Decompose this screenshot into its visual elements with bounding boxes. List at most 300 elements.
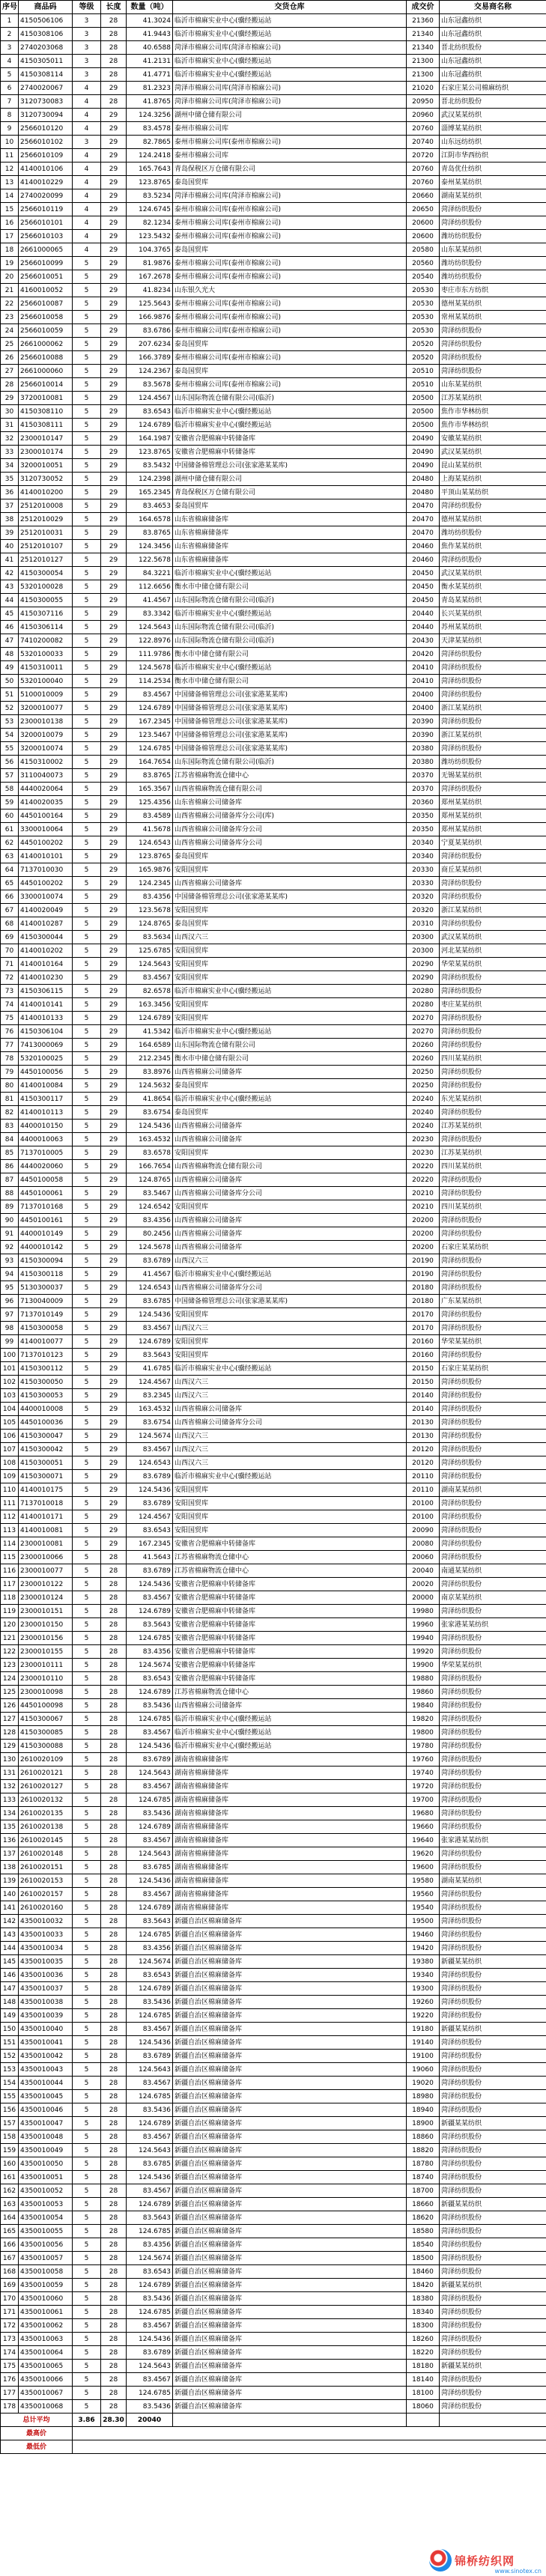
row-grade: 5 xyxy=(73,1241,101,1254)
row-warehouse: 山西省棉麻公司储备库 xyxy=(173,1214,407,1227)
row-grade: 5 xyxy=(73,2050,101,2063)
table-row xyxy=(1,82,546,95)
table-row xyxy=(1,189,546,203)
table-row xyxy=(1,1672,546,1686)
row-length: 29 xyxy=(101,1214,127,1227)
row-grade: 5 xyxy=(73,1443,101,1456)
table-row xyxy=(1,1066,546,1079)
table-row xyxy=(1,1146,546,1160)
row-grade: 3 xyxy=(73,14,101,28)
row-length: 29 xyxy=(101,1376,127,1389)
row-warehouse: 新疆自治区棉麻储备库 xyxy=(173,2400,407,2414)
row-trader: 商丘某某纺织 xyxy=(440,863,546,877)
row-index: 130 xyxy=(1,1753,19,1767)
row-length: 29 xyxy=(101,1187,127,1200)
row-trader: 江阴市华西纺织 xyxy=(440,149,546,162)
row-grade: 5 xyxy=(73,688,101,702)
row-price: 18860 xyxy=(407,2130,440,2144)
row-warehouse: 新疆自治区棉麻储备库 xyxy=(173,2050,407,2063)
row-index: 36 xyxy=(1,486,19,499)
row-price: 18220 xyxy=(407,2346,440,2360)
table-row xyxy=(1,1187,546,1200)
row-price: 20380 xyxy=(407,756,440,769)
row-length: 28 xyxy=(101,2400,127,2414)
header-trader: 交易商名称 xyxy=(440,1,546,14)
row-index: 35 xyxy=(1,473,19,486)
row-index: 123 xyxy=(1,1659,19,1672)
row-code: 4350010046 xyxy=(19,2103,73,2117)
row-length: 28 xyxy=(101,2036,127,2050)
row-price: 18500 xyxy=(407,2252,440,2265)
table-row xyxy=(1,365,546,378)
row-qty: 124.5674 xyxy=(127,1430,173,1443)
row-trader: 菏泽纺织股份 xyxy=(440,1753,546,1767)
table-row xyxy=(1,1807,546,1820)
row-trader: 菏泽纺织股份 xyxy=(440,2171,546,2184)
row-code: 2610020145 xyxy=(19,1834,73,1847)
row-trader: 南京某某纺织 xyxy=(440,1591,546,1605)
row-warehouse: 泰岛国贸库 xyxy=(173,365,407,378)
row-length: 29 xyxy=(101,944,127,958)
table-row xyxy=(1,2171,546,2184)
row-trader: 焦作市华林纺织 xyxy=(440,419,546,432)
table-row xyxy=(1,1767,546,1780)
row-grade: 5 xyxy=(73,540,101,553)
row-price: 20200 xyxy=(407,1214,440,1227)
row-code: 4350010032 xyxy=(19,1915,73,1928)
row-qty: 83.4567 xyxy=(127,1834,173,1847)
row-price: 18140 xyxy=(407,2373,440,2387)
row-grade: 5 xyxy=(73,473,101,486)
row-index: 103 xyxy=(1,1389,19,1403)
row-warehouse: 临沂市棉麻实业中心(骥经搬运站 xyxy=(173,1268,407,1281)
row-length: 28 xyxy=(101,68,127,82)
row-index: 23 xyxy=(1,311,19,324)
row-warehouse: 山西省棉麻公司储备库 xyxy=(173,1133,407,1146)
row-trader: 石家庄某某纺织 xyxy=(440,1241,546,1254)
row-grade: 5 xyxy=(73,1915,101,1928)
row-trader: 菏泽纺织股份 xyxy=(440,351,546,365)
row-code: 4350010041 xyxy=(19,2036,73,2050)
row-code: 4350010053 xyxy=(19,2198,73,2211)
row-code: 2300010098 xyxy=(19,1686,73,1699)
table-row xyxy=(1,1295,546,1308)
row-length: 28 xyxy=(101,1942,127,1955)
table-row xyxy=(1,1874,546,1888)
table-row xyxy=(1,95,546,109)
row-trader: 菏泽纺织股份 xyxy=(440,675,546,688)
row-qty: 83.5634 xyxy=(127,931,173,944)
row-price: 18580 xyxy=(407,2225,440,2238)
row-price: 20260 xyxy=(407,1039,440,1052)
row-trader: 菏泽纺织股份 xyxy=(440,216,546,230)
row-qty: 83.4567 xyxy=(127,2130,173,2144)
row-price: 19720 xyxy=(407,1780,440,1793)
row-price: 20410 xyxy=(407,661,440,675)
row-length: 29 xyxy=(101,1133,127,1146)
table-row xyxy=(1,594,546,607)
row-code: 4350010035 xyxy=(19,1955,73,1969)
table-row xyxy=(1,149,546,162)
row-length: 29 xyxy=(101,1403,127,1416)
row-price: 20130 xyxy=(407,1430,440,1443)
table-row xyxy=(1,688,546,702)
row-code: 3200010051 xyxy=(19,459,73,473)
row-grade: 5 xyxy=(73,338,101,351)
row-price: 21340 xyxy=(407,41,440,55)
row-index: 88 xyxy=(1,1187,19,1200)
row-warehouse: 山西省棉麻公司储备库分公司 xyxy=(173,1416,407,1430)
table-row xyxy=(1,378,546,392)
row-qty: 83.6754 xyxy=(127,1106,173,1120)
row-price: 20080 xyxy=(407,1537,440,1551)
row-warehouse: 临沂市棉麻实业中心(骥经搬运站 xyxy=(173,1740,407,1753)
row-trader: 长兴某某纺织 xyxy=(440,607,546,621)
row-length: 28 xyxy=(101,1767,127,1780)
table-row xyxy=(1,419,546,432)
row-trader: 新疆某某纺织 xyxy=(440,2279,546,2292)
row-grade: 3 xyxy=(73,68,101,82)
row-trader: 菏泽纺织股份 xyxy=(440,2265,546,2279)
row-length: 28 xyxy=(101,2252,127,2265)
row-qty: 83.5234 xyxy=(127,189,173,203)
row-warehouse: 泰岛国贸库 xyxy=(173,917,407,931)
table-row xyxy=(1,1713,546,1726)
row-price: 20440 xyxy=(407,621,440,634)
row-length: 29 xyxy=(101,1012,127,1025)
row-length: 28 xyxy=(101,1551,127,1564)
row-qty: 41.9443 xyxy=(127,28,173,41)
row-code: 4350010040 xyxy=(19,2023,73,2036)
row-price: 20320 xyxy=(407,890,440,904)
row-trader: 菏泽纺织股份 xyxy=(440,1645,546,1659)
row-grade: 5 xyxy=(73,1564,101,1578)
row-code: 4150300042 xyxy=(19,1443,73,1456)
row-trader: 武汉某某纺织 xyxy=(440,446,546,459)
row-warehouse: 新疆自治区棉麻储备库 xyxy=(173,2319,407,2333)
row-qty: 83.4356 xyxy=(127,2238,173,2252)
header-code: 商品码 xyxy=(19,1,73,14)
row-warehouse: 临沂市棉麻实业中心(骥经搬运站 xyxy=(173,1025,407,1039)
row-code: 2512010031 xyxy=(19,526,73,540)
row-index: 162 xyxy=(1,2184,19,2198)
row-index: 71 xyxy=(1,958,19,971)
row-index: 107 xyxy=(1,1443,19,1456)
row-trader: 昆山某某纺织 xyxy=(440,459,546,473)
row-code: 4140020035 xyxy=(19,796,73,809)
row-code: 4150306114 xyxy=(19,621,73,634)
row-index: 134 xyxy=(1,1807,19,1820)
row-warehouse: 江苏省棉麻物流仓储中心 xyxy=(173,769,407,783)
row-warehouse: 泰州市棉麻公司库(泰州市棉麻公司) xyxy=(173,257,407,270)
row-grade: 5 xyxy=(73,1874,101,1888)
row-index: 48 xyxy=(1,648,19,661)
row-price: 20140 xyxy=(407,1403,440,1416)
table-row xyxy=(1,1524,546,1537)
table-row xyxy=(1,661,546,675)
row-trader: 菏泽纺织股份 xyxy=(440,1066,546,1079)
row-warehouse: 山东银久光大 xyxy=(173,284,407,297)
table-row xyxy=(1,1362,546,1376)
row-length: 29 xyxy=(101,688,127,702)
row-warehouse: 新疆自治区棉麻储备库 xyxy=(173,2211,407,2225)
table-row xyxy=(1,809,546,823)
row-length: 29 xyxy=(101,1349,127,1362)
row-warehouse: 安徽省合肥棉麻中转储备库 xyxy=(173,1632,407,1645)
row-grade: 5 xyxy=(73,877,101,890)
row-index: 13 xyxy=(1,176,19,189)
table-row xyxy=(1,1376,546,1389)
row-grade: 5 xyxy=(73,1740,101,1753)
row-price: 20290 xyxy=(407,971,440,985)
row-length: 28 xyxy=(101,2171,127,2184)
row-length: 29 xyxy=(101,486,127,499)
table-row xyxy=(1,2292,546,2306)
row-index: 47 xyxy=(1,634,19,648)
row-qty: 124.3256 xyxy=(127,109,173,122)
row-index: 160 xyxy=(1,2157,19,2171)
row-index: 62 xyxy=(1,836,19,850)
row-qty: 124.6789 xyxy=(127,1335,173,1349)
table-row xyxy=(1,756,546,769)
row-trader: 菏泽纺织股份 xyxy=(440,2211,546,2225)
row-grade: 5 xyxy=(73,311,101,324)
row-qty: 83.5643 xyxy=(127,2211,173,2225)
table-row xyxy=(1,836,546,850)
row-code: 4350010063 xyxy=(19,2333,73,2346)
table-row xyxy=(1,1039,546,1052)
row-price: 19620 xyxy=(407,1847,440,1861)
table-row xyxy=(1,473,546,486)
row-qty: 124.5436 xyxy=(127,1308,173,1322)
row-qty: 83.6789 xyxy=(127,1497,173,1510)
row-trader: 东光某某纺织 xyxy=(440,1093,546,1106)
row-warehouse: 中国储备棉管理总公司(张家港某某库) xyxy=(173,688,407,702)
row-index: 142 xyxy=(1,1915,19,1928)
table-row xyxy=(1,1173,546,1187)
row-grade: 5 xyxy=(73,607,101,621)
row-qty: 83.4356 xyxy=(127,1942,173,1955)
row-trader: 山东某某纺织 xyxy=(440,378,546,392)
table-row xyxy=(1,270,546,284)
row-grade: 5 xyxy=(73,1888,101,1901)
row-price: 20430 xyxy=(407,634,440,648)
row-trader: 石家庄某公司棉麻纺织 xyxy=(440,82,546,95)
row-code: 4140010175 xyxy=(19,1483,73,1497)
row-length: 28 xyxy=(101,2279,127,2292)
row-code: 4150300053 xyxy=(19,1389,73,1403)
table-row xyxy=(1,68,546,82)
row-trader: 张家港某某纺织 xyxy=(440,1618,546,1632)
row-warehouse: 新疆自治区棉麻储备库 xyxy=(173,2387,407,2400)
row-qty: 124.6785 xyxy=(127,1632,173,1645)
row-code: 4140010081 xyxy=(19,1524,73,1537)
row-code: 4350010050 xyxy=(19,2157,73,2171)
row-length: 29 xyxy=(101,607,127,621)
row-price: 18620 xyxy=(407,2211,440,2225)
row-grade: 4 xyxy=(73,189,101,203)
row-index: 161 xyxy=(1,2171,19,2184)
row-trader: 山东冠鑫纺织 xyxy=(440,14,546,28)
table-row xyxy=(1,998,546,1012)
table-row xyxy=(1,553,546,567)
row-code: 2300010081 xyxy=(19,1537,73,1551)
row-trader: 菏泽纺织股份 xyxy=(440,1686,546,1699)
row-price: 20650 xyxy=(407,203,440,216)
table-row xyxy=(1,904,546,917)
row-price: 20520 xyxy=(407,351,440,365)
row-qty: 124.3456 xyxy=(127,540,173,553)
row-price: 18420 xyxy=(407,2279,440,2292)
row-index: 97 xyxy=(1,1308,19,1322)
row-trader: 新疆某某纺织 xyxy=(440,1955,546,1969)
row-price: 20530 xyxy=(407,311,440,324)
row-length: 29 xyxy=(101,257,127,270)
row-trader: 常州某某纺织 xyxy=(440,311,546,324)
row-grade: 5 xyxy=(73,675,101,688)
row-price: 20660 xyxy=(407,189,440,203)
row-price: 20350 xyxy=(407,823,440,836)
row-qty: 83.5643 xyxy=(127,1618,173,1632)
row-grade: 5 xyxy=(73,594,101,607)
table-row xyxy=(1,1618,546,1632)
row-length: 28 xyxy=(101,2238,127,2252)
row-trader: 德州某某纺织 xyxy=(440,297,546,311)
row-grade: 4 xyxy=(73,243,101,257)
row-code: 4140010287 xyxy=(19,917,73,931)
row-trader: 武汉某某纺织 xyxy=(440,109,546,122)
row-index: 116 xyxy=(1,1564,19,1578)
row-trader: 菏泽纺织股份 xyxy=(440,2157,546,2171)
row-qty: 123.8765 xyxy=(127,446,173,459)
row-warehouse: 新疆自治区棉麻储备库 xyxy=(173,2306,407,2319)
row-warehouse: 临沂市棉麻实业中心(骥经搬运站 xyxy=(173,1093,407,1106)
row-grade: 5 xyxy=(73,1416,101,1430)
row-qty: 165.3567 xyxy=(127,783,173,796)
row-qty: 124.6789 xyxy=(127,702,173,715)
row-length: 28 xyxy=(101,2265,127,2279)
row-qty: 83.6785 xyxy=(127,2157,173,2171)
row-grade: 5 xyxy=(73,823,101,836)
row-trader: 菏泽纺织股份 xyxy=(440,1699,546,1713)
row-code: 2661000060 xyxy=(19,365,73,378)
row-grade: 5 xyxy=(73,1214,101,1227)
table-row xyxy=(1,230,546,243)
row-price: 20120 xyxy=(407,1456,440,1470)
row-grade: 5 xyxy=(73,702,101,715)
row-index: 69 xyxy=(1,931,19,944)
row-index: 100 xyxy=(1,1349,19,1362)
row-price: 20760 xyxy=(407,162,440,176)
row-qty: 165.9876 xyxy=(127,863,173,877)
row-qty: 125.5643 xyxy=(127,297,173,311)
row-qty: 124.6785 xyxy=(127,1713,173,1726)
row-index: 16 xyxy=(1,216,19,230)
row-price: 20480 xyxy=(407,486,440,499)
row-trader: 郑州某某纺织 xyxy=(440,809,546,823)
row-grade: 5 xyxy=(73,1996,101,2009)
row-price: 20160 xyxy=(407,1349,440,1362)
row-code: 2300010122 xyxy=(19,1578,73,1591)
row-qty: 165.7643 xyxy=(127,162,173,176)
row-price: 19700 xyxy=(407,1793,440,1807)
row-price: 20270 xyxy=(407,1025,440,1039)
row-price: 19100 xyxy=(407,2050,440,2063)
row-code: 4350010033 xyxy=(19,1928,73,1942)
row-price: 20190 xyxy=(407,1268,440,1281)
table-row xyxy=(1,203,546,216)
row-index: 109 xyxy=(1,1470,19,1483)
table-row xyxy=(1,2090,546,2103)
row-warehouse: 新疆自治区棉麻储备库 xyxy=(173,2346,407,2360)
row-warehouse: 菏泽市棉麻公司库(菏泽市棉麻公司) xyxy=(173,95,407,109)
row-warehouse: 山东省棉麻储备库 xyxy=(173,553,407,567)
row-length: 29 xyxy=(101,1497,127,1510)
row-index: 168 xyxy=(1,2265,19,2279)
row-index: 156 xyxy=(1,2103,19,2117)
row-trader: 山东远纺纺织 xyxy=(440,136,546,149)
table-row xyxy=(1,1834,546,1847)
row-code: 2300010077 xyxy=(19,1564,73,1578)
row-code: 4450100202 xyxy=(19,877,73,890)
row-index: 171 xyxy=(1,2306,19,2319)
row-warehouse: 新疆自治区棉麻储备库 xyxy=(173,2238,407,2252)
row-code: 4350010047 xyxy=(19,2117,73,2130)
row-grade: 5 xyxy=(73,1322,101,1335)
max-price-empty xyxy=(73,2427,546,2440)
row-warehouse: 安徽省合肥棉麻中转储备库 xyxy=(173,1578,407,1591)
row-trader: 菏泽纺织股份 xyxy=(440,2090,546,2103)
row-trader: 晋北纺织股份 xyxy=(440,95,546,109)
row-qty: 83.4567 xyxy=(127,1591,173,1605)
row-grade: 5 xyxy=(73,2063,101,2077)
row-length: 28 xyxy=(101,55,127,68)
row-warehouse: 山西汉六三 xyxy=(173,1389,407,1403)
row-trader: 菏泽纺织股份 xyxy=(440,1780,546,1793)
row-code: 2610020127 xyxy=(19,1780,73,1793)
row-grade: 5 xyxy=(73,985,101,998)
row-code: 2661000065 xyxy=(19,243,73,257)
row-warehouse: 临沂市棉麻实业中心(骥经搬运站 xyxy=(173,567,407,580)
row-grade: 5 xyxy=(73,1146,101,1160)
row-warehouse: 中国储备棉管理总公司(张家港某某库) xyxy=(173,459,407,473)
row-warehouse: 新疆自治区棉麻储备库 xyxy=(173,2225,407,2238)
row-price: 18980 xyxy=(407,2090,440,2103)
row-warehouse: 山西省棉麻公司储备库分公司 xyxy=(173,823,407,836)
row-index: 19 xyxy=(1,257,19,270)
row-warehouse: 新疆自治区棉麻储备库 xyxy=(173,2144,407,2157)
row-grade: 5 xyxy=(73,1807,101,1820)
row-code: 2300010124 xyxy=(19,1591,73,1605)
row-index: 81 xyxy=(1,1093,19,1106)
row-grade: 4 xyxy=(73,149,101,162)
row-index: 112 xyxy=(1,1510,19,1524)
row-price: 20510 xyxy=(407,365,440,378)
row-length: 28 xyxy=(101,1874,127,1888)
row-length: 29 xyxy=(101,998,127,1012)
row-warehouse: 湖南省棉麻储备库 xyxy=(173,1807,407,1820)
row-price: 19900 xyxy=(407,1659,440,1672)
row-length: 29 xyxy=(101,1281,127,1295)
table-row xyxy=(1,1349,546,1362)
row-index: 94 xyxy=(1,1268,19,1281)
table-row xyxy=(1,1551,546,1564)
row-grade: 5 xyxy=(73,1456,101,1470)
row-grade: 5 xyxy=(73,1820,101,1834)
table-row xyxy=(1,2279,546,2292)
header-length: 长度 xyxy=(101,1,127,14)
row-warehouse: 山西省棉麻物流仓储有限公司 xyxy=(173,783,407,796)
